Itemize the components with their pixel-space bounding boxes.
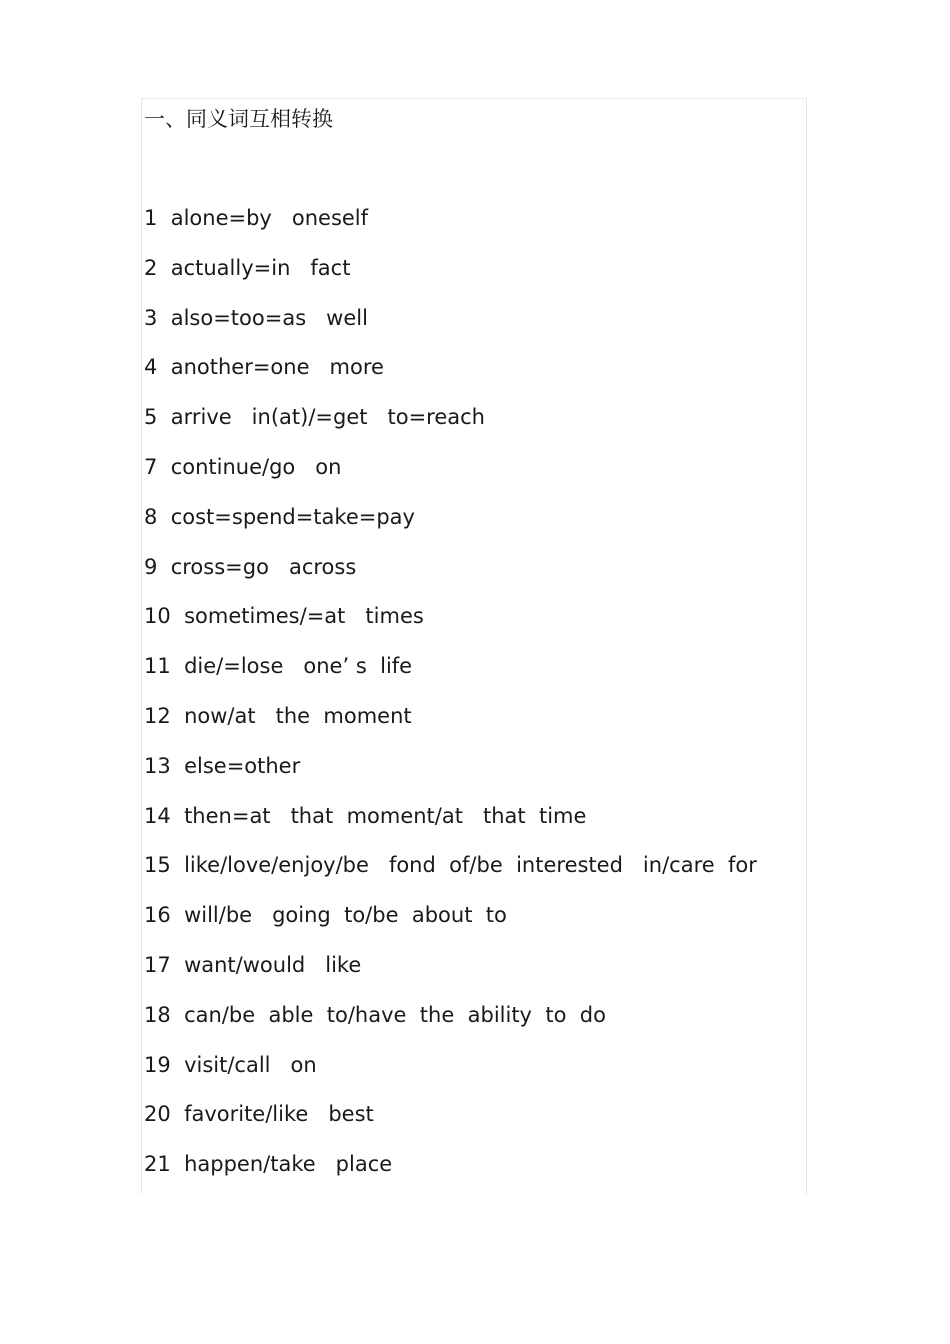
list-item: 4 another=one more [144, 355, 384, 380]
list-item: 18 can/be able to/have the ability to do [144, 1002, 606, 1027]
synonym-list [144, 202, 757, 1198]
list-item: 15 like/love/enjoy/be fond of/be interested in/care for [144, 853, 757, 878]
list-item: 19 visit/call on [144, 1052, 317, 1077]
list-item: 7 continue/go on [144, 454, 342, 479]
list-item: 2 actually=in fact [144, 255, 351, 280]
list-item: 12 now/at the moment [144, 703, 412, 728]
section-heading: 一、同义词互相转换 [144, 107, 333, 131]
list-item: 13 else=other [144, 753, 301, 778]
list-item: 21 happen/take place [144, 1152, 393, 1177]
list-item: 17 want/would like [144, 952, 362, 977]
list-item: 14 then=at that moment/at that time [144, 803, 587, 828]
list-item: 11 die/=lose one’ s life [144, 654, 413, 679]
list-item: 3 also=too=as well [144, 305, 368, 330]
list-item: 20 favorite/like best [144, 1102, 374, 1127]
list-item: 10 sometimes/=at times [144, 604, 424, 629]
list-item: 9 cross=go across [144, 554, 357, 579]
list-item: 8 cost=spend=take=pay [144, 504, 415, 529]
list-item: 16 will/be going to/be about to [144, 903, 507, 928]
list-item: 5 arrive in(at)/=get to=reach [144, 405, 485, 430]
list-item: 1 alone=by oneself [144, 206, 369, 230]
